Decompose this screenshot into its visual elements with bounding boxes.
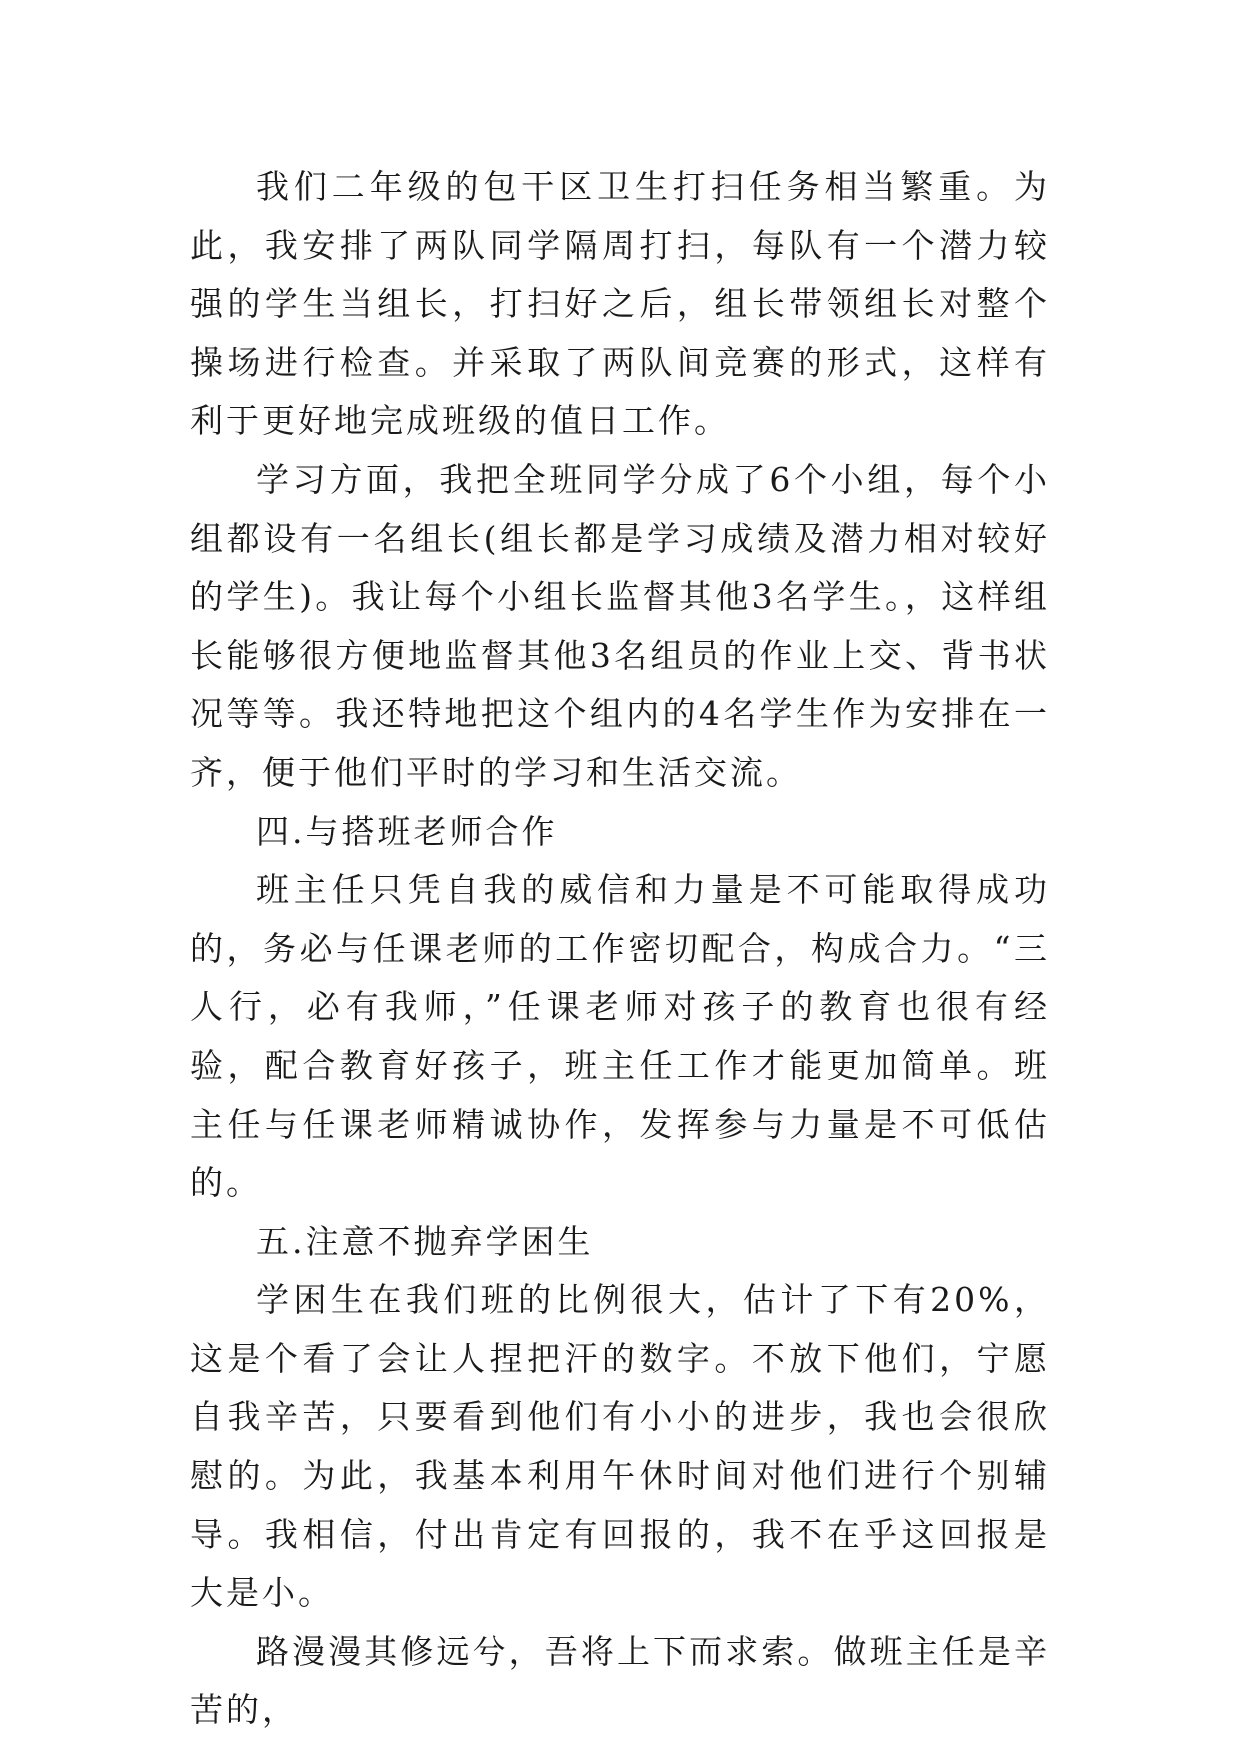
paragraph-study-groups: 学习方面，我把全班同学分成了6个小组，每个小组都设有一名组长(组长都是学习成绩及潜力相对较好的学生)。我让每个小组长监督其他3名学生。，这样组长能够很方便地监督其他3名组员的作业上交、背书状况等等。我还特地把这个组内的4名学生作为安排在一齐，便于他们平时的学习和生活交流。 xyxy=(190,459,1050,792)
paragraph-cleaning-duty: 我们二年级的包干区卫生打扫任务相当繁重。为此，我安排了两队同学隔周打扫，每队有一个潜力较强的学生当组长，打扫好之后，组长带领组长对整个操场进行检查。并采取了两队间竞赛的形式，这样有利于更好地完成班级的值日工作。 xyxy=(190,167,1050,441)
paragraph-teacher-cooperation: 班主任只凭自我的威信和力量是不可能取得成功的，务必与任课老师的工作密切配合，构成合力。“三人行，必有我师，”任课老师对孩子的教育也很有经验，配合教育好孩子，班主任工作才能更加简单。班主任与任课老师精诚协作，发挥参与力量是不可低估的。 xyxy=(190,870,1050,1203)
section-heading-5: 五.注意不抛弃学困生 xyxy=(256,1221,594,1261)
document-body xyxy=(190,158,1050,1740)
paragraph-closing: 路漫漫其修远兮，吾将上下而求索。做班主任是辛苦的， xyxy=(190,1631,1050,1730)
section-heading-4: 四.与搭班老师合作 xyxy=(256,811,558,851)
paragraph-struggling-students: 学困生在我们班的比例很大，估计了下有20%，这是个看了会让人捏把汗的数字。不放下他们，宁愿自我辛苦，只要看到他们有小小的进步，我也会很欣慰的。为此，我基本利用午休时间对他们进行个别辅导。我相信，付出肯定有回报的，我不在乎这回报是大是小。 xyxy=(190,1280,1050,1613)
